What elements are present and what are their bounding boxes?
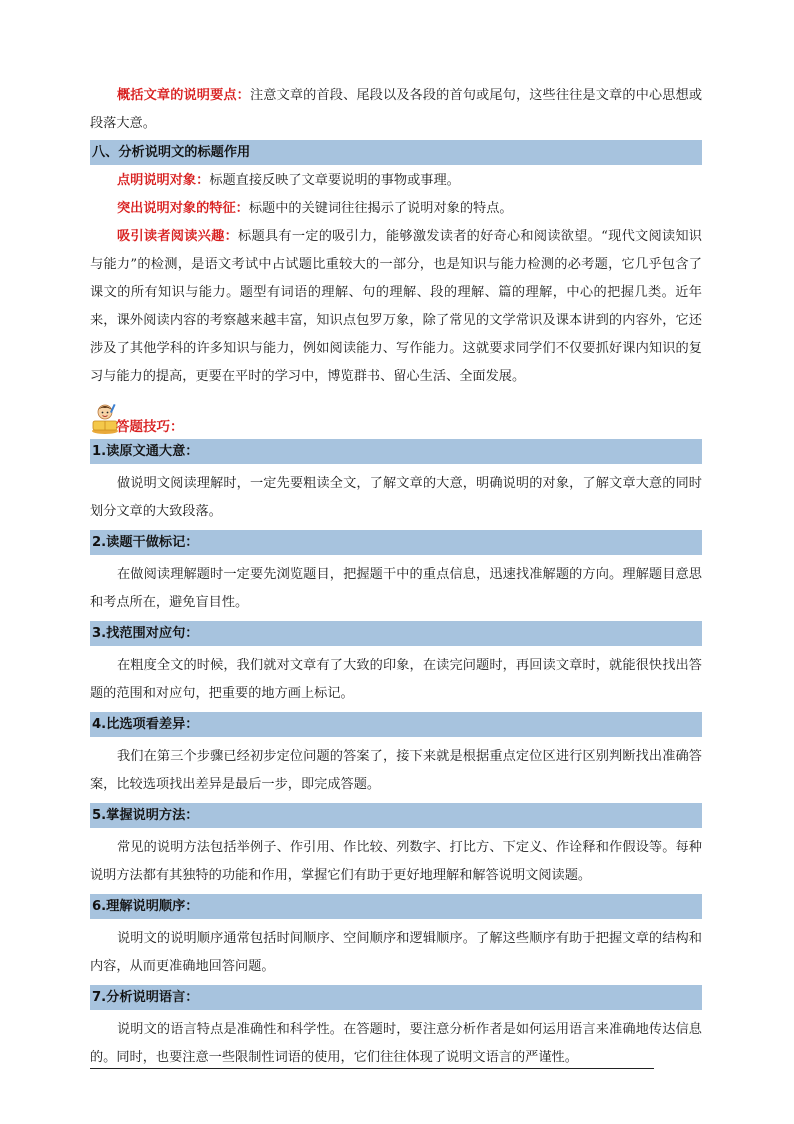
tip-3-heading: 3.找范围对应句： xyxy=(90,621,702,646)
section8-point-2: 突出说明对象的特征：标题中的关键词往往揭示了说明对象的特点。 xyxy=(117,201,513,216)
tips-title: 答题技巧： xyxy=(116,419,184,435)
tip-5-body: 常见的说明方法包括举例子、作引用、作比较、列数字、打比方、下定义、作诠释和作假设等。每种说明方法都有其独特的功能和作用，掌握它们有助于更好地理解和解答说明文阅读题。 xyxy=(90,840,702,883)
tip-4-body: 我们在第三个步骤已经初步定位问题的答案了，接下来就是根据重点定位区进行区别判断找出准确答案，比较选项找出差异是最后一步，即完成答题。 xyxy=(90,749,702,792)
tips-heading xyxy=(90,399,702,439)
tip-5-heading: 5.掌握说明方法： xyxy=(90,803,702,828)
tip-6-body: 说明文的说明顺序通常包括时间顺序、空间顺序和逻辑顺序。了解这些顺序有助于把握文章的结构和内容，从而更准确地回答问题。 xyxy=(90,931,702,974)
document-content xyxy=(90,82,702,1076)
tip-1-heading: 1.读原文通大意： xyxy=(90,439,702,464)
tip-1-body: 做说明文阅读理解时，一定先要粗读全文，了解文章的大意，明确说明的对象，了解文章大意的同时划分文章的大致段落。 xyxy=(90,476,702,519)
tip-4-heading: 4.比选项看差异： xyxy=(90,712,702,737)
tip-6-heading: 6.理解说明顺序： xyxy=(90,894,702,919)
tip-2-body: 在做阅读理解题时一定要先浏览题目，把握题干中的重点信息，迅速找准解题的方向。理解题目意思和考点所在，避免盲目性。 xyxy=(90,567,702,610)
section8-point-1: 点明说明对象：标题直接反映了文章要说明的事物或事理。 xyxy=(117,173,460,188)
intro-paragraph xyxy=(90,82,702,138)
tip-2-heading: 2.读题干做标记： xyxy=(90,530,702,555)
footer-divider xyxy=(90,1068,654,1069)
intro-text: 注意文章的首段、尾段以及各段的首句或尾句，这些往往是文章的中心思想或段落大意。 xyxy=(90,88,703,131)
section8-heading: 八、分析说明文的标题作用 xyxy=(90,140,702,165)
tip-7-body: 说明文的语言特点是准确性和科学性。在答题时，要注意分析作者是如何运用语言来准确地传达信息的。同时，也要注意一些限制性词语的使用，它们往往体现了说明文语言的严谨性。 xyxy=(90,1022,702,1065)
intro-label: 概括文章的说明要点： xyxy=(117,88,250,103)
tip-3-body: 在粗度全文的时候，我们就对文章有了大致的印象，在读完问题时，再回读文章时，就能很快找出答题的范围和对应句，把重要的地方画上标记。 xyxy=(90,658,702,701)
tip-7-heading: 7.分析说明语言： xyxy=(90,985,702,1010)
section8-point-3: 吸引读者阅读兴趣：标题具有一定的吸引力，能够激发读者的好奇心和阅读欲望。“现代文阅读知识与能力”的检测，是语文考试中占试题比重较大的一部分，也是知识与能力检测的必考题，它几乎包含了课文的所有知识与能力。题型有词语的理解、句的理解、段的理解、篇的理解，中心的把握几类。近年来，课外阅读内容的考察越来越丰富，知识点包罗万象，除了常见的文学常识及课本讲到的内容外，它还涉及了其他学科的许多知识与能力，例如阅读能力、写作能力。这就要求同学们不仅要抓好课内知识的复习与能力的提高，更要在平时的学习中，博览群书、留心生活、全面发展。 xyxy=(90,229,702,384)
